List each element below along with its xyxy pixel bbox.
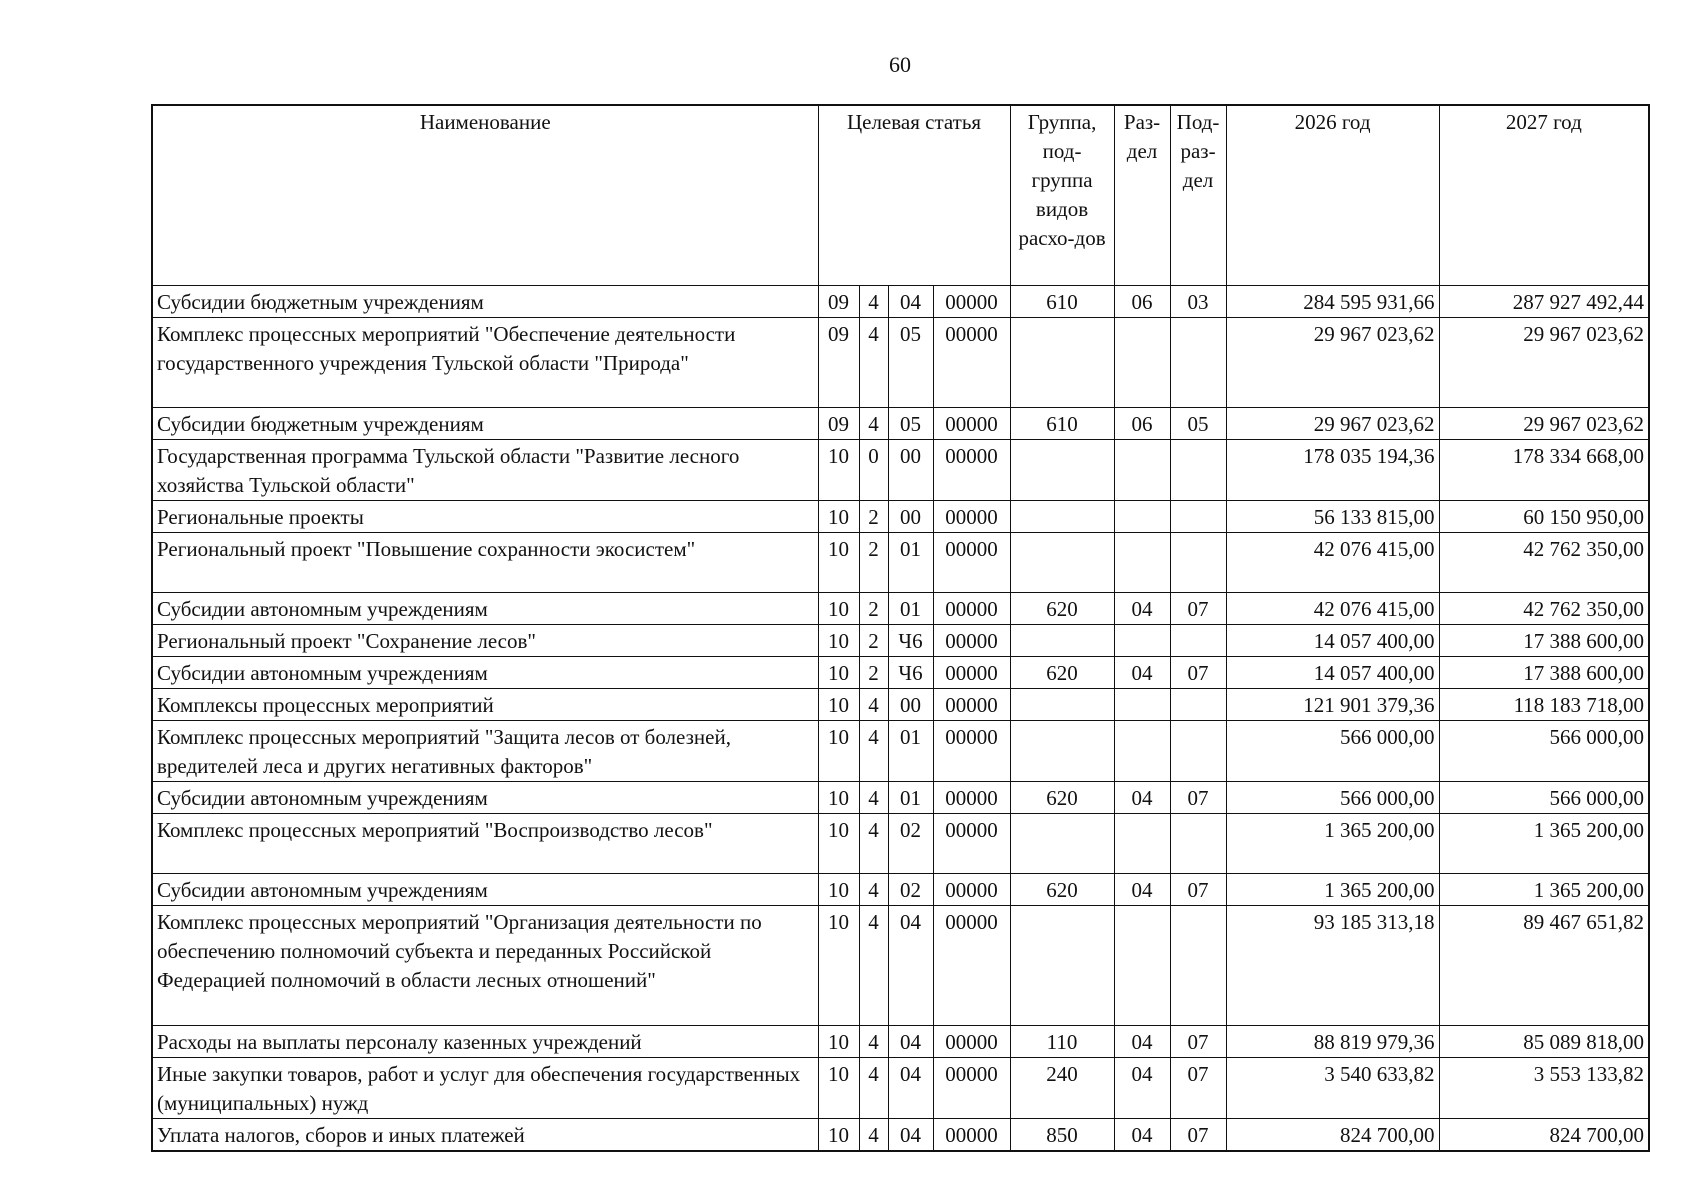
amount-2026: 42 076 415,00 [1226, 592, 1439, 624]
amount-2027: 17 388 600,00 [1439, 656, 1649, 688]
table-row [152, 688, 1649, 720]
table-row [152, 592, 1649, 624]
code-event: 05 [888, 407, 933, 439]
code-event: 04 [888, 1025, 933, 1057]
header-section: Раз-дел [1114, 105, 1170, 285]
code-program: 10 [818, 439, 859, 500]
subsection: 07 [1170, 592, 1226, 624]
amount-2026: 14 057 400,00 [1226, 656, 1439, 688]
section [1114, 905, 1170, 1025]
section [1114, 624, 1170, 656]
code-program: 10 [818, 1025, 859, 1057]
budget-table [151, 104, 1650, 1152]
table-row [152, 1118, 1649, 1151]
amount-2027: 824 700,00 [1439, 1118, 1649, 1151]
code-event: 01 [888, 592, 933, 624]
header-group: Группа, под-группа видов расхо-дов [1010, 105, 1114, 285]
expense-group [1010, 317, 1114, 407]
code-subprogram: 4 [859, 905, 888, 1025]
table-row [152, 873, 1649, 905]
amount-2027: 1 365 200,00 [1439, 813, 1649, 873]
subsection [1170, 317, 1226, 407]
table-row [152, 781, 1649, 813]
code-event: 00 [888, 439, 933, 500]
amount-2026: 29 967 023,62 [1226, 407, 1439, 439]
expense-group: 240 [1010, 1057, 1114, 1118]
expense-group: 610 [1010, 407, 1114, 439]
code-subprogram: 2 [859, 532, 888, 592]
row-name: Комплекс процессных мероприятий "Защита лесов от болезней, вредителей леса и других негативных факторов" [152, 720, 818, 781]
table-row [152, 439, 1649, 500]
code-subprogram: 4 [859, 407, 888, 439]
amount-2026: 56 133 815,00 [1226, 500, 1439, 532]
table-row [152, 500, 1649, 532]
amount-2027: 60 150 950,00 [1439, 500, 1649, 532]
expense-group [1010, 720, 1114, 781]
code-event: 01 [888, 532, 933, 592]
amount-2026: 1 365 200,00 [1226, 873, 1439, 905]
code-program: 10 [818, 592, 859, 624]
subsection: 07 [1170, 1057, 1226, 1118]
section [1114, 688, 1170, 720]
code-subprogram: 4 [859, 813, 888, 873]
code-program: 09 [818, 285, 859, 317]
subsection: 07 [1170, 1118, 1226, 1151]
code-program: 10 [818, 656, 859, 688]
code-direction: 00000 [933, 1118, 1010, 1151]
code-program: 10 [818, 532, 859, 592]
amount-2026: 42 076 415,00 [1226, 532, 1439, 592]
code-event: 00 [888, 688, 933, 720]
code-subprogram: 4 [859, 1118, 888, 1151]
code-direction: 00000 [933, 500, 1010, 532]
expense-group [1010, 813, 1114, 873]
code-event: 05 [888, 317, 933, 407]
section: 04 [1114, 1057, 1170, 1118]
amount-2026: 566 000,00 [1226, 781, 1439, 813]
expense-group: 620 [1010, 656, 1114, 688]
amount-2027: 89 467 651,82 [1439, 905, 1649, 1025]
subsection: 05 [1170, 407, 1226, 439]
code-direction: 00000 [933, 285, 1010, 317]
code-direction: 00000 [933, 1057, 1010, 1118]
amount-2027: 178 334 668,00 [1439, 439, 1649, 500]
expense-group [1010, 500, 1114, 532]
amount-2026: 566 000,00 [1226, 720, 1439, 781]
code-subprogram: 4 [859, 873, 888, 905]
header-target: Целевая статья [818, 105, 1010, 285]
amount-2027: 118 183 718,00 [1439, 688, 1649, 720]
code-event: Ч6 [888, 624, 933, 656]
code-subprogram: 4 [859, 688, 888, 720]
section: 04 [1114, 656, 1170, 688]
amount-2026: 3 540 633,82 [1226, 1057, 1439, 1118]
code-program: 09 [818, 317, 859, 407]
expense-group: 620 [1010, 873, 1114, 905]
section [1114, 813, 1170, 873]
code-program: 10 [818, 720, 859, 781]
expense-group: 110 [1010, 1025, 1114, 1057]
code-subprogram: 4 [859, 1057, 888, 1118]
subsection: 07 [1170, 781, 1226, 813]
amount-2026: 178 035 194,36 [1226, 439, 1439, 500]
table-row [152, 285, 1649, 317]
amount-2026: 88 819 979,36 [1226, 1025, 1439, 1057]
row-name: Субсидии автономным учреждениям [152, 656, 818, 688]
row-name: Региональный проект "Сохранение лесов" [152, 624, 818, 656]
subsection [1170, 624, 1226, 656]
row-name: Субсидии бюджетным учреждениям [152, 407, 818, 439]
code-event: 00 [888, 500, 933, 532]
table-row [152, 1025, 1649, 1057]
code-subprogram: 2 [859, 592, 888, 624]
code-direction: 00000 [933, 407, 1010, 439]
code-subprogram: 4 [859, 1025, 888, 1057]
expense-group: 620 [1010, 781, 1114, 813]
table-row [152, 813, 1649, 873]
section: 06 [1114, 285, 1170, 317]
code-subprogram: 4 [859, 720, 888, 781]
subsection: 07 [1170, 873, 1226, 905]
amount-2027: 42 762 350,00 [1439, 592, 1649, 624]
row-name: Комплекс процессных мероприятий "Воспроизводство лесов" [152, 813, 818, 873]
expense-group: 620 [1010, 592, 1114, 624]
expense-group [1010, 905, 1114, 1025]
row-name: Региональные проекты [152, 500, 818, 532]
row-name: Региональный проект "Повышение сохранности экосистем" [152, 532, 818, 592]
code-direction: 00000 [933, 688, 1010, 720]
expense-group: 850 [1010, 1118, 1114, 1151]
code-direction: 00000 [933, 624, 1010, 656]
code-program: 09 [818, 407, 859, 439]
row-name: Комплексы процессных мероприятий [152, 688, 818, 720]
row-name: Субсидии автономным учреждениям [152, 592, 818, 624]
header-row [152, 105, 1649, 285]
amount-2027: 85 089 818,00 [1439, 1025, 1649, 1057]
code-direction: 00000 [933, 1025, 1010, 1057]
code-direction: 00000 [933, 532, 1010, 592]
row-name: Субсидии автономным учреждениям [152, 873, 818, 905]
amount-2027: 29 967 023,62 [1439, 407, 1649, 439]
section [1114, 532, 1170, 592]
code-subprogram: 4 [859, 317, 888, 407]
header-subsection: Под-раз-дел [1170, 105, 1226, 285]
code-direction: 00000 [933, 873, 1010, 905]
section: 06 [1114, 407, 1170, 439]
code-direction: 00000 [933, 905, 1010, 1025]
subsection [1170, 688, 1226, 720]
code-event: 04 [888, 1118, 933, 1151]
row-name: Субсидии бюджетным учреждениям [152, 285, 818, 317]
table-row [152, 720, 1649, 781]
code-direction: 00000 [933, 656, 1010, 688]
code-event: 02 [888, 873, 933, 905]
code-event: Ч6 [888, 656, 933, 688]
code-direction: 00000 [933, 813, 1010, 873]
code-program: 10 [818, 624, 859, 656]
table-row [152, 656, 1649, 688]
row-name: Комплекс процессных мероприятий "Организация деятельности по обеспечению полномочий субъекта и переданных Российской Федерацией полномочий в области лесных отношений" [152, 905, 818, 1025]
header-year-2026: 2026 год [1226, 105, 1439, 285]
section [1114, 500, 1170, 532]
code-direction: 00000 [933, 781, 1010, 813]
amount-2026: 1 365 200,00 [1226, 813, 1439, 873]
amount-2026: 29 967 023,62 [1226, 317, 1439, 407]
subsection [1170, 905, 1226, 1025]
amount-2027: 3 553 133,82 [1439, 1057, 1649, 1118]
code-program: 10 [818, 1118, 859, 1151]
table-row [152, 317, 1649, 407]
section: 04 [1114, 873, 1170, 905]
subsection [1170, 813, 1226, 873]
amount-2027: 17 388 600,00 [1439, 624, 1649, 656]
code-subprogram: 2 [859, 656, 888, 688]
amount-2027: 42 762 350,00 [1439, 532, 1649, 592]
amount-2027: 29 967 023,62 [1439, 317, 1649, 407]
section [1114, 439, 1170, 500]
amount-2026: 284 595 931,66 [1226, 285, 1439, 317]
code-event: 01 [888, 720, 933, 781]
code-event: 04 [888, 285, 933, 317]
code-program: 10 [818, 1057, 859, 1118]
section [1114, 317, 1170, 407]
code-direction: 00000 [933, 720, 1010, 781]
amount-2026: 121 901 379,36 [1226, 688, 1439, 720]
subsection [1170, 439, 1226, 500]
amount-2027: 566 000,00 [1439, 720, 1649, 781]
expense-group: 610 [1010, 285, 1114, 317]
code-event: 01 [888, 781, 933, 813]
row-name: Иные закупки товаров, работ и услуг для обеспечения государственных (муниципальных) нужд [152, 1057, 818, 1118]
table-row [152, 624, 1649, 656]
code-subprogram: 2 [859, 500, 888, 532]
subsection: 07 [1170, 1025, 1226, 1057]
code-program: 10 [818, 781, 859, 813]
code-subprogram: 4 [859, 781, 888, 813]
code-program: 10 [818, 873, 859, 905]
table-row [152, 1057, 1649, 1118]
table-row [152, 905, 1649, 1025]
amount-2027: 1 365 200,00 [1439, 873, 1649, 905]
section [1114, 720, 1170, 781]
header-name: Наименование [152, 105, 818, 285]
subsection: 07 [1170, 656, 1226, 688]
subsection: 03 [1170, 285, 1226, 317]
header-year-2027: 2027 год [1439, 105, 1649, 285]
code-direction: 00000 [933, 317, 1010, 407]
code-subprogram: 2 [859, 624, 888, 656]
subsection [1170, 720, 1226, 781]
amount-2026: 824 700,00 [1226, 1118, 1439, 1151]
amount-2027: 566 000,00 [1439, 781, 1649, 813]
row-name: Расходы на выплаты персоналу казенных учреждений [152, 1025, 818, 1057]
code-program: 10 [818, 905, 859, 1025]
amount-2027: 287 927 492,44 [1439, 285, 1649, 317]
expense-group [1010, 624, 1114, 656]
subsection [1170, 500, 1226, 532]
code-event: 04 [888, 905, 933, 1025]
code-program: 10 [818, 500, 859, 532]
expense-group [1010, 688, 1114, 720]
section: 04 [1114, 1025, 1170, 1057]
code-program: 10 [818, 813, 859, 873]
code-subprogram: 0 [859, 439, 888, 500]
row-name: Комплекс процессных мероприятий "Обеспечение деятельности государственного учреждения Тульской области "Природа" [152, 317, 818, 407]
row-name: Субсидии автономным учреждениям [152, 781, 818, 813]
table-row [152, 532, 1649, 592]
expense-group [1010, 532, 1114, 592]
code-event: 02 [888, 813, 933, 873]
code-direction: 00000 [933, 439, 1010, 500]
code-subprogram: 4 [859, 285, 888, 317]
page-number: 60 [889, 52, 911, 77]
amount-2026: 93 185 313,18 [1226, 905, 1439, 1025]
code-direction: 00000 [933, 592, 1010, 624]
row-name: Государственная программа Тульской области "Развитие лесного хозяйства Тульской области" [152, 439, 818, 500]
subsection [1170, 532, 1226, 592]
table-row [152, 407, 1649, 439]
section: 04 [1114, 1118, 1170, 1151]
code-event: 04 [888, 1057, 933, 1118]
section: 04 [1114, 781, 1170, 813]
code-program: 10 [818, 688, 859, 720]
row-name: Уплата налогов, сборов и иных платежей [152, 1118, 818, 1151]
section: 04 [1114, 592, 1170, 624]
expense-group [1010, 439, 1114, 500]
amount-2026: 14 057 400,00 [1226, 624, 1439, 656]
